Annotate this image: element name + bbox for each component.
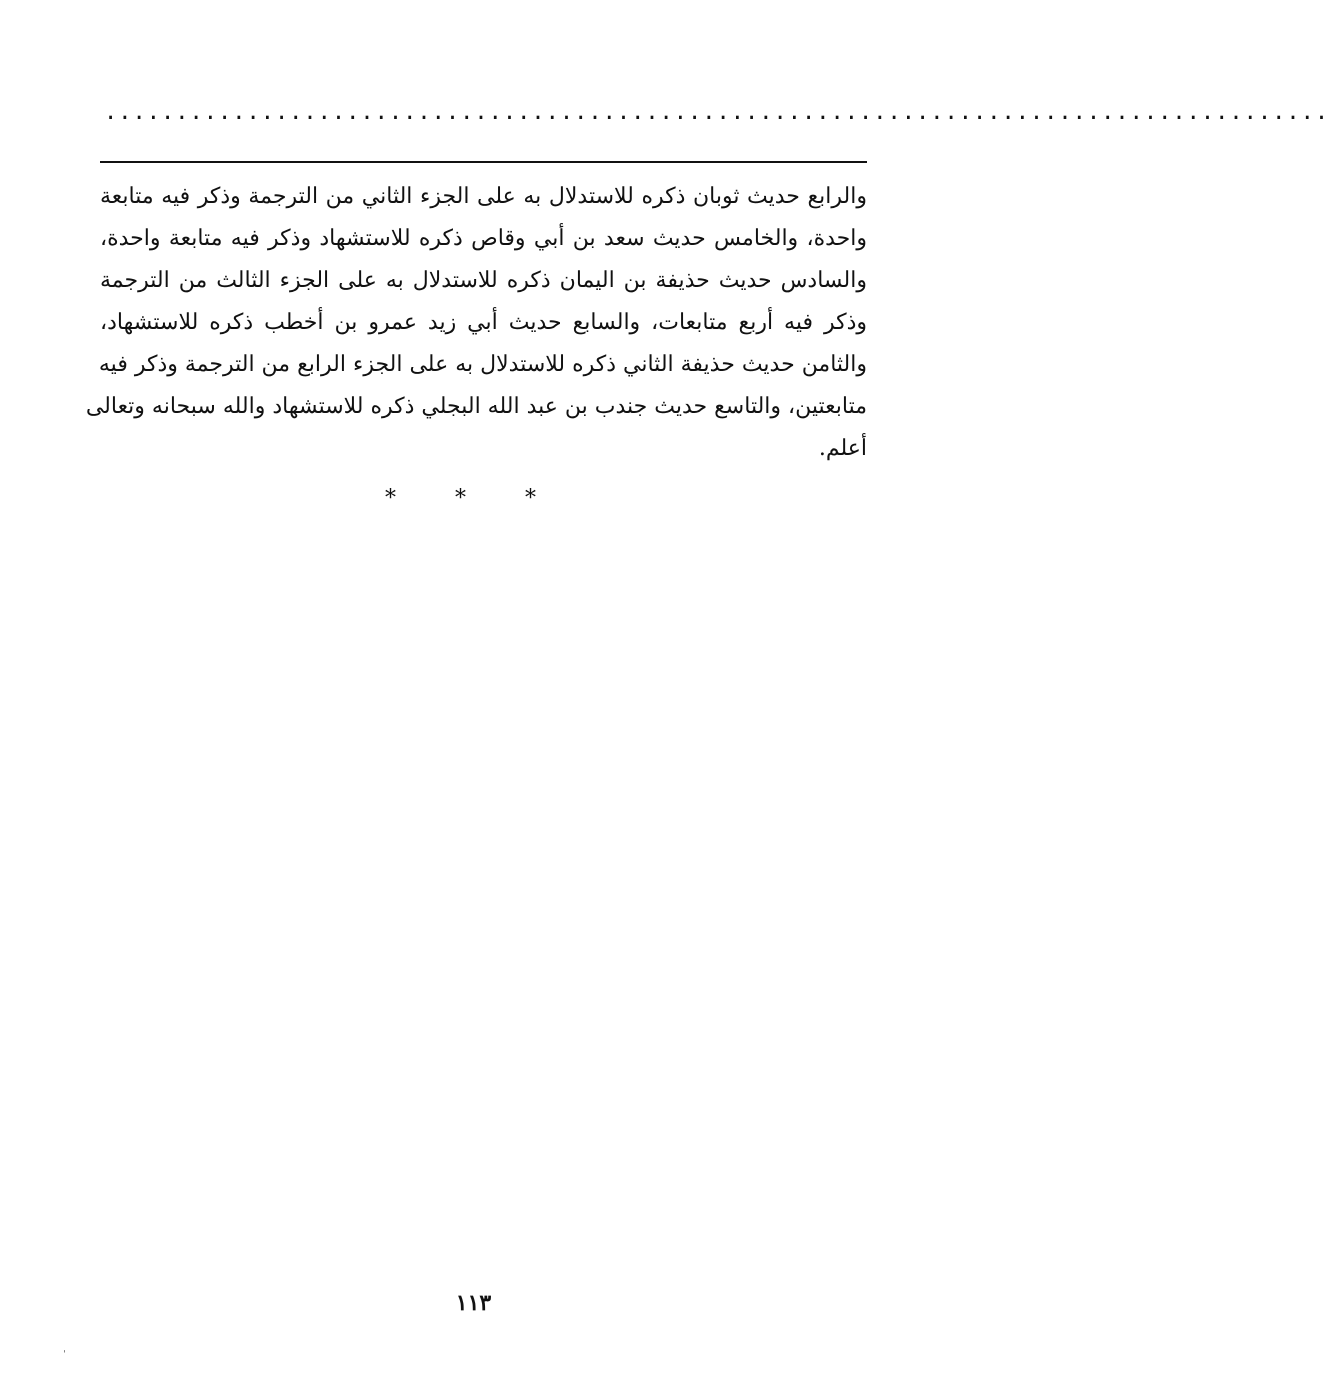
- text-line: واحدة، والخامس حديث سعد بن أبي وقاص ذكره للاستشهاد وذكر فيه متابعة واحدة،: [100, 226, 867, 251]
- margin-mark: ˈ: [63, 1350, 66, 1361]
- section-separator-stars: * * *: [385, 486, 562, 511]
- dotted-separator-line: ......................................................................................: [104, 100, 1329, 125]
- text-line: والثامن حديث حذيفة الثاني ذكره للاستدلال به على الجزء الرابع من الترجمة وذكر فيه: [98, 352, 867, 377]
- main-text-block: [85, 176, 867, 470]
- footnote-rule: [100, 161, 867, 163]
- text-line: وذكر فيه أربع متابعات، والسابع حديث أبي زيد عمرو بن أخطب ذكره للاستشهاد،: [100, 310, 867, 335]
- text-line-last: أعلم.: [818, 436, 867, 461]
- text-line: والسادس حديث حذيفة بن اليمان ذكره للاستدلال به على الجزء الثالث من الترجمة: [100, 268, 867, 293]
- text-line: متابعتين، والتاسع حديث جندب بن عبد الله البجلي ذكره للاستشهاد والله سبحانه وتعالى: [85, 394, 867, 419]
- text-line: والرابع حديث ثوبان ذكره للاستدلال به على الجزء الثاني من الترجمة وذكر فيه متابعة: [100, 184, 867, 209]
- page-number: ١١٣: [455, 1290, 492, 1316]
